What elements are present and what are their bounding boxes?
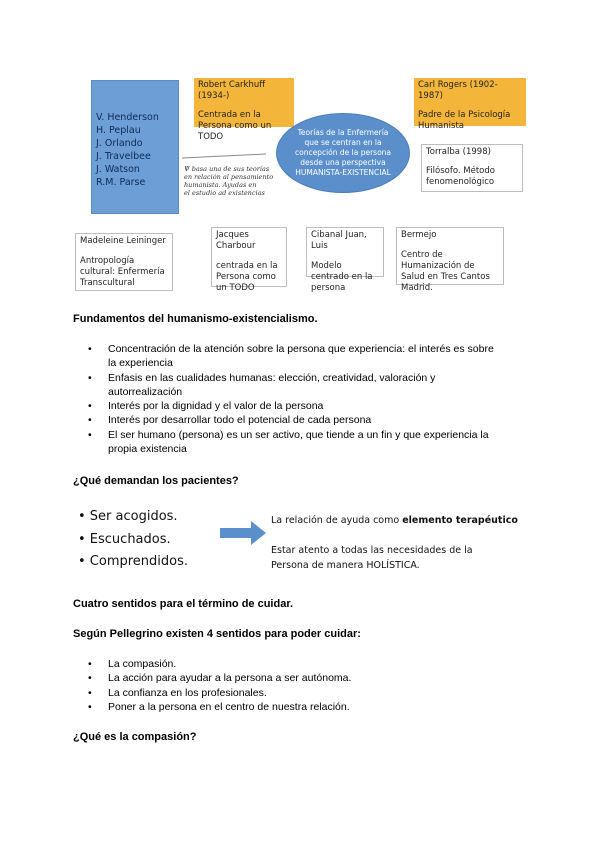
right-arrow-icon: [220, 519, 268, 547]
handwritten-line: el estudio ad existencias: [184, 189, 265, 197]
author-line: J. Orlando: [96, 138, 143, 149]
section-heading-demandan: ¿Qué demandan los pacientes?: [73, 475, 239, 487]
connector-line: [180, 150, 270, 160]
section-heading-fundamentos: Fundamentos del humanismo-existencialismo.: [73, 313, 318, 325]
list-item: [88, 413, 528, 427]
list-item: [88, 399, 528, 413]
torralba-desc: Filósofo. Método fenomenológico: [426, 166, 495, 187]
pellegrino-list: [88, 657, 528, 714]
charbour-title: Jacques Charbour: [216, 230, 256, 251]
author-line: J. Travelbee: [96, 151, 151, 162]
section-subheading-pellegrino: Según Pellegrino existen 4 sentidos para poder cuidar:: [73, 628, 361, 640]
cibanal-box: [306, 227, 384, 293]
center-ellipse-text: Teorías de la Enfermería que se centran en la concepción de la persona desde una perspectiva HUMANISTA-EXISTENCIAL: [294, 128, 392, 177]
leininger-desc: Antropología cultural: Enfermería Transcultural: [80, 256, 165, 288]
torralba-box: [421, 144, 523, 192]
list-item-line: • El ser humano (persona) es un ser activo, que tiende a un fin y que experiencia la: [108, 428, 489, 441]
list-item: • La acción para ayudar a la persona a ser autónoma.: [88, 671, 528, 685]
list-item-line: • Enfasis en las cualidades humanas: elección, creatividad, valoración y: [108, 371, 436, 384]
rogers-desc: Padre de la Psicología Humanista: [418, 110, 511, 131]
list-item-line: la experiencia: [108, 357, 173, 370]
relation-text: [271, 514, 518, 527]
list-item: • La confianza en los profesionales.: [88, 686, 528, 700]
leininger-box: [75, 233, 173, 291]
bermejo-desc: Centro de Humanización de Salud en Tres Cantos Madrid.: [401, 250, 490, 293]
list-item: • La compasión.: [88, 657, 528, 671]
patient-demand: • Escuchados.: [78, 531, 171, 547]
torralba-title: Torralba (1998): [426, 147, 491, 157]
rogers-title: Carl Rogers (1902-1987): [418, 80, 498, 101]
attend-line: Persona de manera HOLÍSTICA.: [271, 560, 420, 571]
author-line: R.M. Parse: [96, 177, 146, 188]
list-item: [88, 342, 528, 371]
relation-prefix: La relación de ayuda como: [271, 515, 403, 526]
list-item-line: propia existencia: [108, 443, 187, 456]
author-line: V. Henderson: [96, 112, 159, 123]
list-item: [88, 371, 528, 400]
handwritten-line: Ψ basa una de sus teorías: [184, 165, 270, 173]
section-heading-compasion: ¿Qué es la compasión?: [73, 731, 197, 743]
patient-demand: • Comprendidos.: [78, 554, 189, 569]
carkhuff-title: Robert Carkhuff (1934-): [198, 80, 266, 101]
list-item-line: • Concentración de la atención sobre la persona que experiencia: el interés es sobre: [108, 343, 494, 355]
rogers-box: [414, 78, 526, 131]
author-line: J. Watson: [96, 164, 140, 175]
section-heading-cuatro-sentidos: Cuatro sentidos para el término de cuidar.: [73, 598, 294, 610]
authors-box: [91, 80, 179, 214]
fundamentos-list: [88, 342, 528, 456]
list-item-line: • Interés por la dignidad y el valor de la persona: [108, 400, 324, 413]
cibanal-title: Cibanal Juan, Luis: [311, 230, 367, 251]
carkhuff-box: [194, 78, 294, 142]
patients-list: [78, 506, 188, 574]
charbour-box: [211, 227, 287, 293]
list-item-line: autorrealización: [108, 385, 183, 398]
author-line: H. Peplau: [96, 125, 141, 136]
attend-line: Estar atento a todas las necesidades de la: [271, 545, 473, 556]
cibanal-desc: Modelo centrado en la persona: [311, 261, 373, 293]
handwritten-note: [184, 165, 274, 197]
list-item-line: • Interés por desarrollar todo el potencial de cada persona: [108, 414, 372, 427]
carkhuff-desc: Centrada en la Persona como un TODO: [198, 110, 272, 142]
relation-bold: elemento terapéutico: [402, 515, 518, 526]
leininger-title: Madeleine Leininger: [80, 236, 166, 246]
handwritten-line: humanista. Ayudas en: [184, 181, 257, 189]
bermejo-title: Bermejo: [401, 230, 437, 240]
bermejo-box: [396, 227, 504, 293]
list-item: • Poner a la persona en el centro de nuestra relación.: [88, 700, 528, 714]
center-ellipse: [276, 113, 410, 193]
handwritten-line: en relación al pensamiento: [184, 173, 274, 181]
attend-text: [271, 544, 473, 572]
patient-demand: • Ser acogidos.: [78, 509, 178, 524]
charbour-desc: centrada en la Persona como un TODO: [216, 261, 278, 293]
list-item: [88, 428, 528, 457]
